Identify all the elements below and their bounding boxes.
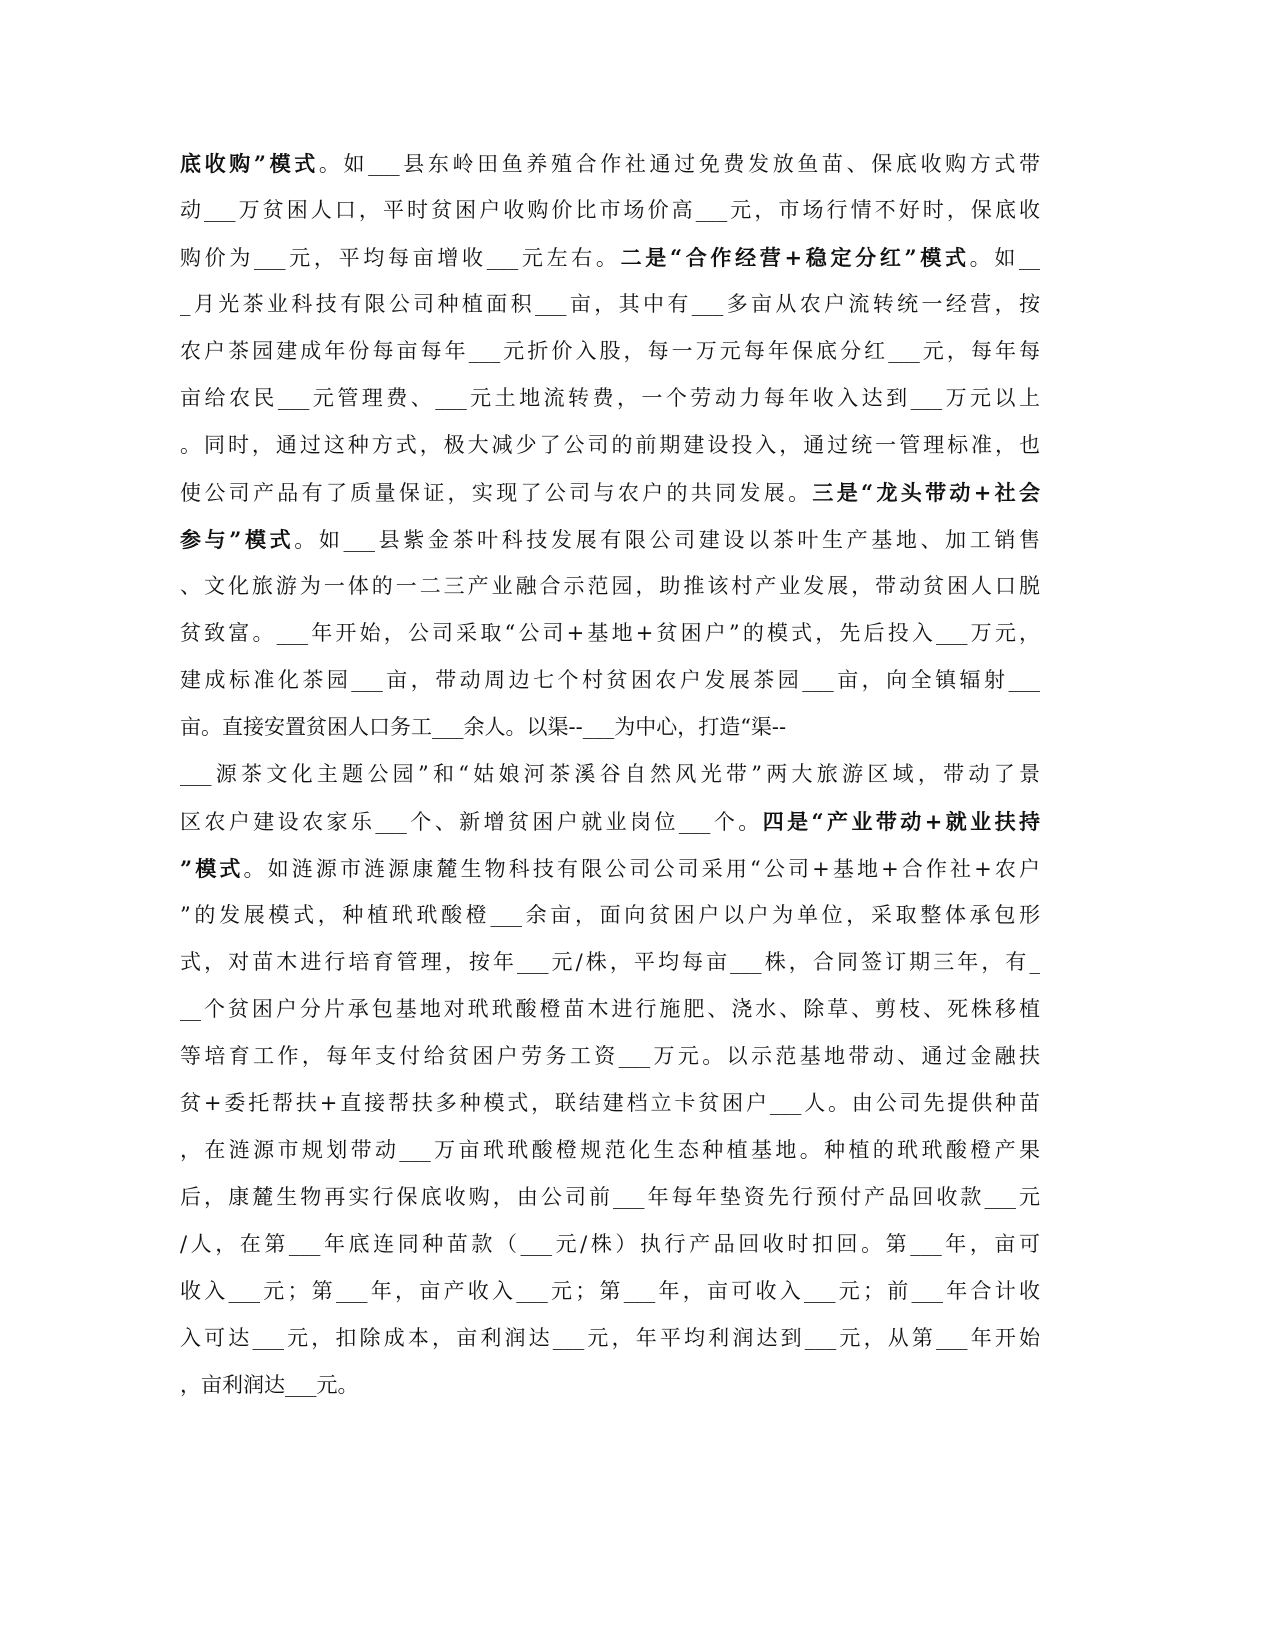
body-text: /人，在第___年底连同种苗款（___元/株）执行产品回收时扣回。第___年，亩可	[180, 1232, 1040, 1256]
text-line	[180, 234, 1040, 281]
body-text: 等培育工作，每年支付给贫困户劳务工资___万元。以示范基地带动、通过金融扶	[180, 1044, 1040, 1068]
bold-heading-text: 二是“合作经营+稳定分红”模式	[620, 245, 970, 270]
text-line	[180, 375, 1040, 422]
body-text: _月光茶业科技有限公司种植面积___亩，其中有___多亩从农户流转统一经营，按	[180, 292, 1040, 316]
body-text: 农户茶园建成年份每亩每年___元折价入股，每一万元每年保底分红___元，每年每	[180, 339, 1040, 363]
body-text: ，亩利润达___元。	[180, 1373, 359, 1397]
text-line	[180, 845, 1040, 892]
text-line	[180, 281, 1040, 328]
body-text: ，在涟源市规划带动___万亩玳玳酸橙规范化生态种植基地。种植的玳玳酸橙产果	[180, 1138, 1040, 1162]
body-text: 、文化旅游为一体的一二三产业融合示范园，助推该村产业发展，带动贫困人口脱	[180, 574, 1040, 598]
body-text: 。同时，通过这种方式，极大减少了公司的前期建设投入，通过统一管理标准，也	[180, 433, 1040, 457]
body-text: 后，康麓生物再实行保底收购，由公司前___年每年垫资先行预付产品回收款___元	[180, 1185, 1040, 1209]
body-text: 。如涟源市涟源康麓生物科技有限公司公司采用“公司+基地+合作社+农户	[243, 857, 1040, 881]
text-line	[180, 939, 1040, 986]
bold-heading-text: 参与”模式	[180, 527, 295, 552]
body-text: ___源茶文化主题公园”和“姑娘河茶溪谷自然风光带”两大旅游区域，带动了景	[180, 762, 1040, 786]
body-text: 购价为___元，平均每亩增收___元左右。	[180, 246, 621, 270]
text-line	[180, 563, 1040, 610]
text-line	[180, 1268, 1040, 1315]
document-body	[180, 140, 1040, 1409]
text-line	[180, 328, 1040, 375]
body-text: 亩给农民___元管理费、___元土地流转费，一个劳动力每年收入达到___万元以上	[180, 386, 1040, 410]
body-text: 动___万贫困人口，平时贫困户收购价比市场价高___元，市场行情不好时，保底收	[180, 198, 1040, 222]
bold-heading-text: ”模式	[180, 856, 244, 881]
text-line	[180, 657, 1040, 704]
bold-heading-text: 四是“产业带动+就业扶持	[762, 809, 1040, 834]
text-line	[180, 1221, 1040, 1268]
text-line	[180, 422, 1040, 469]
bold-heading-text: 三是“龙头带动+社会	[812, 480, 1040, 505]
text-line	[180, 1362, 1040, 1409]
text-line	[180, 469, 1040, 516]
text-line	[180, 1033, 1040, 1080]
body-text: 贫致富。___年开始，公司采取“公司+基地+贫困户”的模式，先后投入___万元，	[180, 621, 1040, 645]
text-line	[180, 610, 1040, 657]
text-line	[180, 1080, 1040, 1127]
text-line	[180, 140, 1040, 187]
text-line	[180, 986, 1040, 1033]
body-text: __个贫困户分片承包基地对玳玳酸橙苗木进行施肥、浇水、除草、剪枝、死株移植	[180, 997, 1040, 1021]
text-line	[180, 1174, 1040, 1221]
text-line	[180, 1127, 1040, 1174]
body-text: 收入___元；第___年，亩产收入___元；第___年，亩可收入___元；前___年合计收	[180, 1279, 1040, 1303]
body-text: 入可达___元，扣除成本，亩利润达___元，年平均利润达到___元，从第___年开始	[180, 1326, 1040, 1350]
text-line	[180, 704, 1040, 751]
body-text: 。如___县东岭田鱼养殖合作社通过免费发放鱼苗、保底收购方式带	[318, 152, 1040, 176]
text-line	[180, 751, 1040, 798]
text-line	[180, 892, 1040, 939]
body-text: 建成标准化茶园___亩，带动周边七个村贫困农户发展茶园___亩，向全镇辐射___	[180, 668, 1040, 692]
body-text: ”的发展模式，种植玳玳酸橙___余亩，面向贫困户以户为单位，采取整体承包形	[180, 903, 1040, 927]
body-text: 贫+委托帮扶+直接帮扶多种模式，联结建档立卡贫困户___人。由公司先提供种苗	[180, 1091, 1040, 1115]
body-text: 。如___县紫金茶叶科技发展有限公司建设以茶叶生产基地、加工销售	[294, 528, 1040, 552]
text-line	[180, 798, 1040, 845]
body-text: 式，对苗木进行培育管理，按年___元/株，平均每亩___株，合同签订期三年，有_	[180, 950, 1040, 974]
body-text: 区农户建设农家乐___个、新增贫困户就业岗位___个。	[180, 810, 763, 834]
body-text: 。如__	[969, 246, 1041, 270]
text-line	[180, 187, 1040, 234]
text-line	[180, 516, 1040, 563]
bold-heading-text: 底收购”模式	[180, 151, 319, 176]
text-line	[180, 1315, 1040, 1362]
body-text: 使公司产品有了质量保证，实现了公司与农户的共同发展。	[180, 481, 813, 505]
body-text: 亩。直接安置贫困人口务工___余人。以渠--___为中心，打造“渠--	[180, 715, 787, 739]
